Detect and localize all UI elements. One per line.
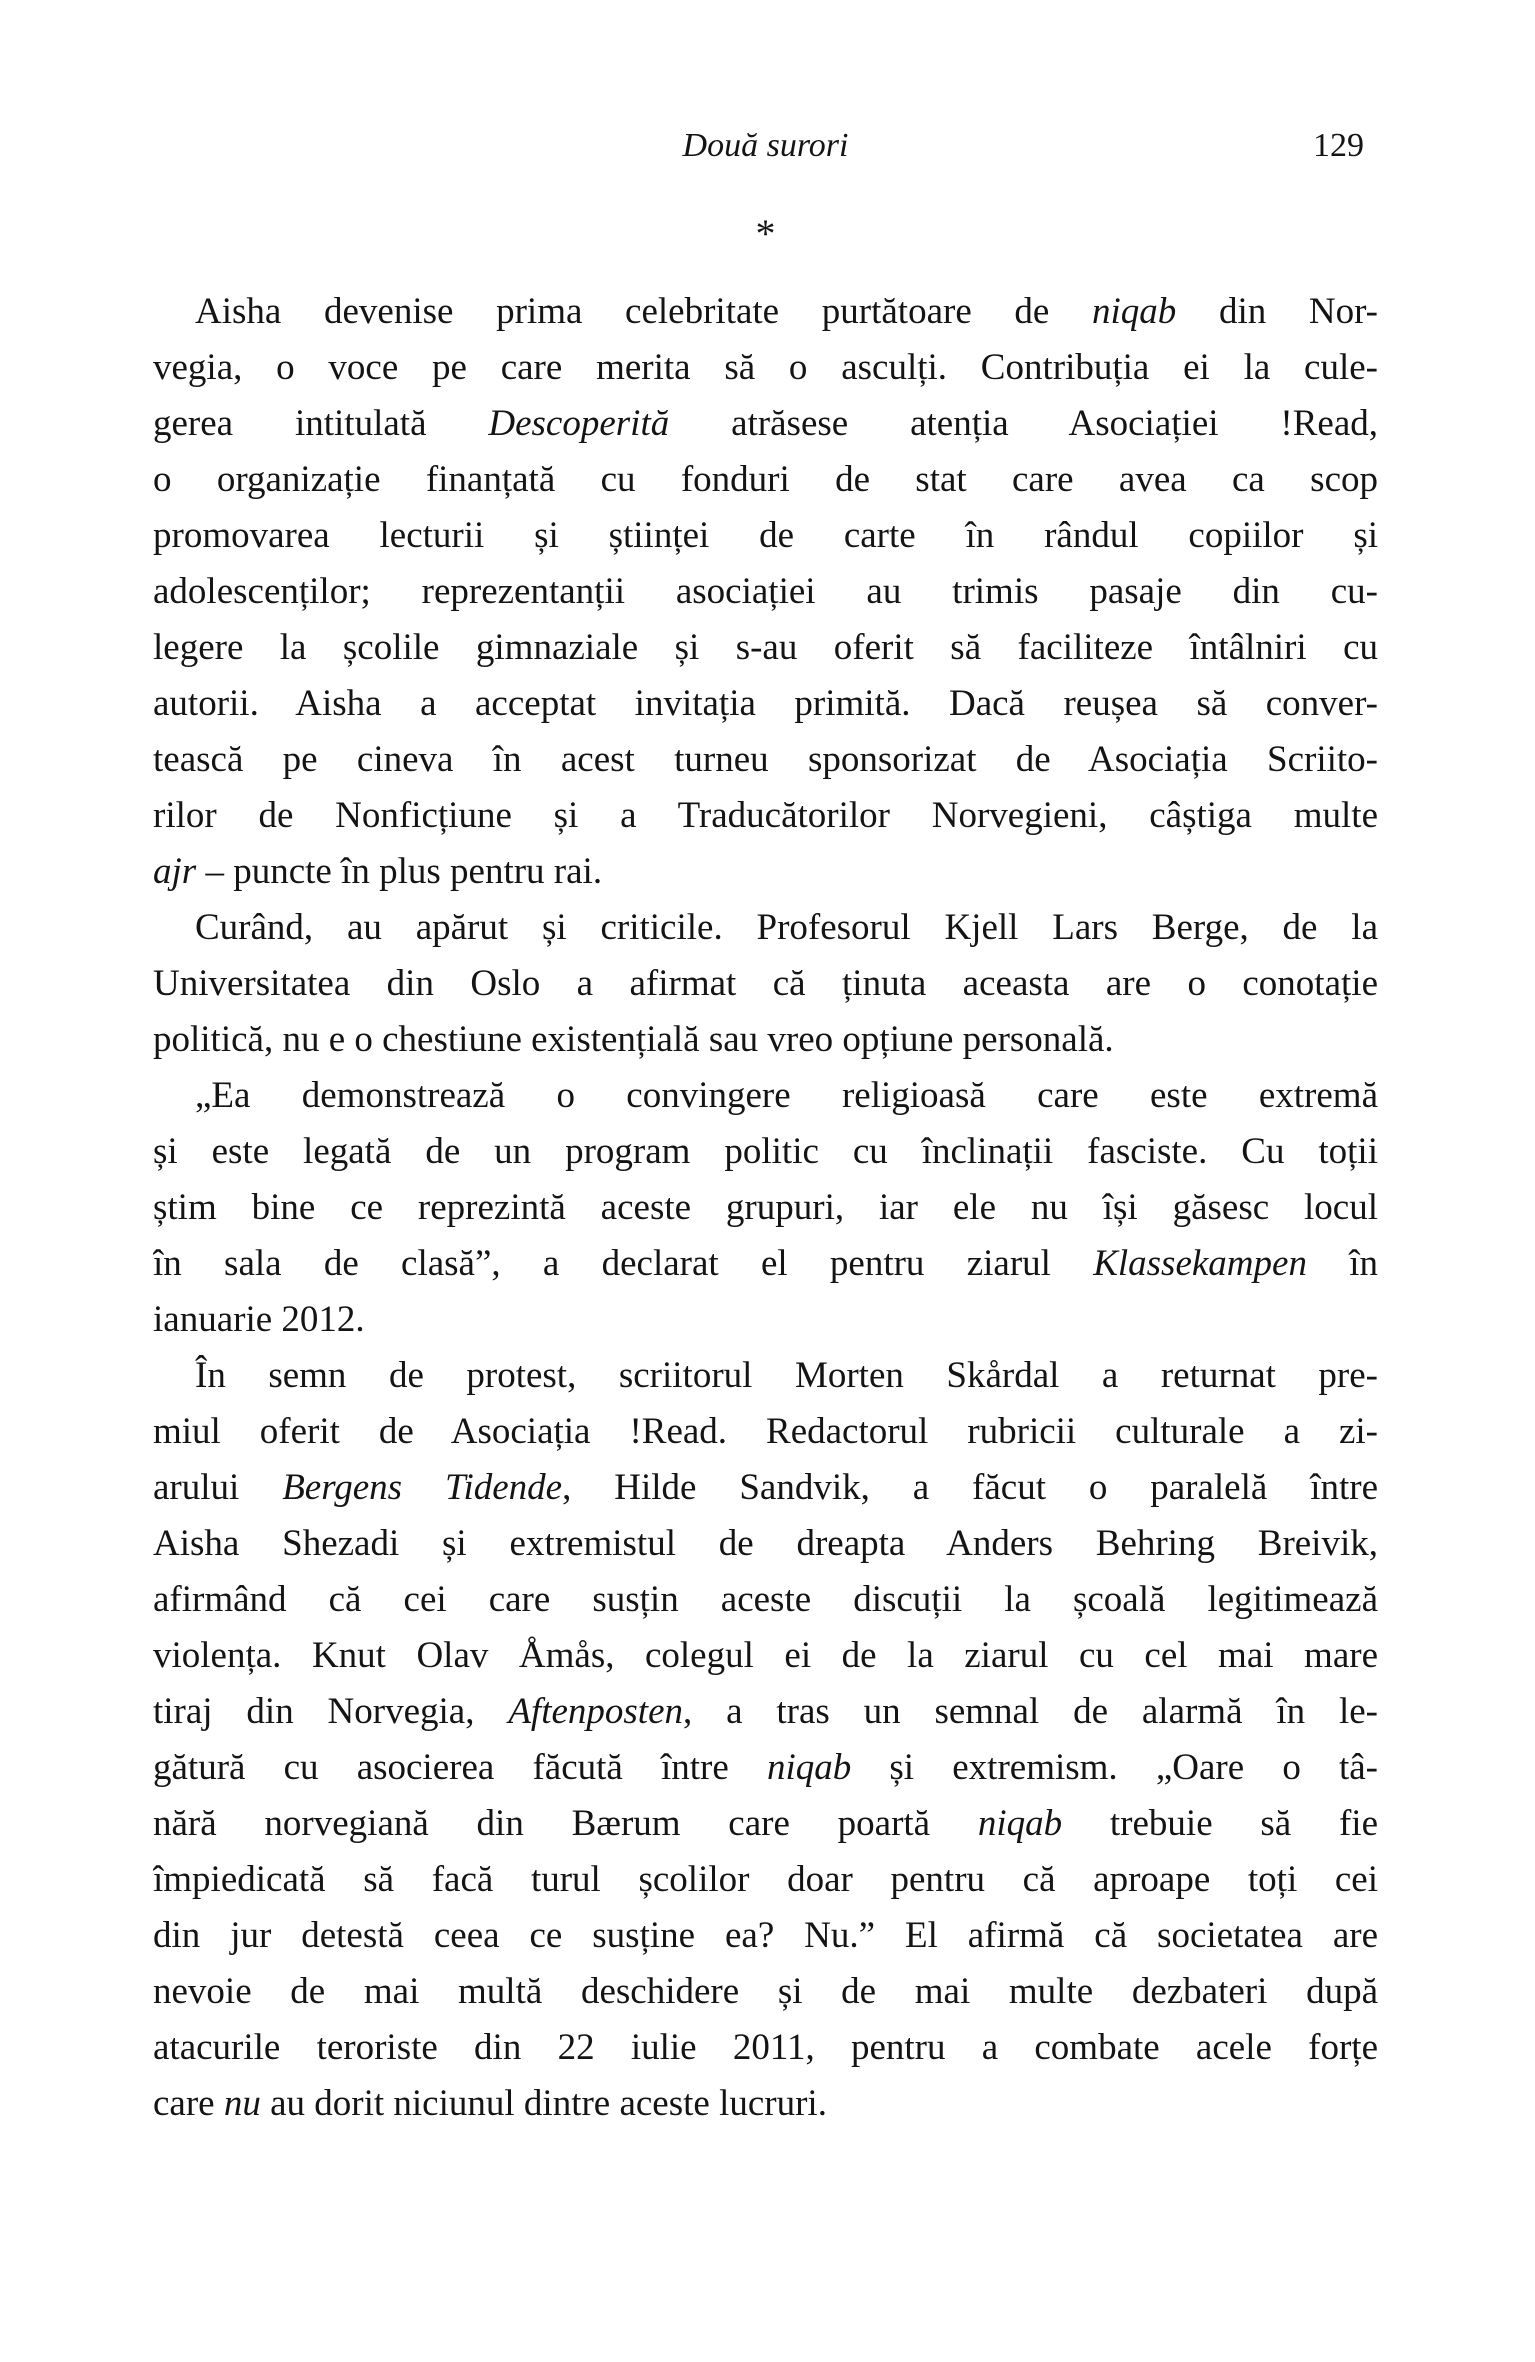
page-number: 129 xyxy=(1313,127,1364,164)
text-line xyxy=(153,1572,1378,1628)
plain-text: vegia, o voce pe care merita să o asculți. Contribuția ei la cule- xyxy=(153,347,1378,388)
text-line xyxy=(153,1068,1378,1124)
paragraph xyxy=(153,1068,1378,1348)
italic-text: Bergens Tidende xyxy=(282,1467,563,1508)
plain-text: Aisha devenise prima celebritate purtătoare de xyxy=(195,291,1092,332)
section-break-asterisk: * xyxy=(755,211,776,256)
body-text xyxy=(153,284,1378,2132)
paragraph xyxy=(153,1348,1378,2132)
plain-text: adolescenților; reprezentanții asociației au trimis pasaje din cu- xyxy=(153,571,1378,612)
plain-text: o organizație finanțată cu fonduri de stat care avea ca scop xyxy=(153,459,1378,500)
paragraph xyxy=(153,284,1378,900)
plain-text: atrăsese atenția Asociației !Read, xyxy=(669,403,1378,444)
plain-text: trebuie să fie xyxy=(1062,1803,1378,1844)
italic-text: ajr xyxy=(153,851,197,892)
plain-text: violența. Knut Olav Åmås, colegul ei de la ziarul cu cel mai mare xyxy=(153,1635,1378,1676)
italic-text: Klassekampen xyxy=(1093,1243,1307,1284)
text-line xyxy=(153,1124,1378,1180)
text-line xyxy=(153,452,1378,508)
text-line xyxy=(153,956,1378,1012)
text-line xyxy=(153,900,1378,956)
plain-text: din Nor- xyxy=(1176,291,1378,332)
text-line xyxy=(153,508,1378,564)
text-line xyxy=(153,1516,1378,1572)
text-line xyxy=(153,844,1378,900)
text-line xyxy=(153,340,1378,396)
plain-text: – puncte în plus pentru rai. xyxy=(196,851,603,892)
plain-text: și este legată de un program politic cu înclinații fasciste. Cu toții xyxy=(153,1131,1378,1172)
plain-text: care xyxy=(153,2083,224,2124)
running-title: Două surori xyxy=(682,127,849,164)
plain-text: promovarea lecturii și științei de carte în rândul copiilor și xyxy=(153,515,1378,556)
plain-text: arului xyxy=(153,1467,283,1508)
italic-text: nu xyxy=(223,2083,261,2124)
plain-text: știm bine ce reprezintă aceste grupuri, iar ele nu își găsesc locul xyxy=(153,1187,1378,1228)
text-line xyxy=(153,2020,1378,2076)
text-line xyxy=(153,788,1378,844)
plain-text: tiraj din Norvegia, xyxy=(153,1691,509,1732)
plain-text: tească pe cineva în acest turneu sponsorizat de Asociația Scriito- xyxy=(153,739,1378,780)
plain-text: afirmând că cei care susțin aceste discuții la școală legitimează xyxy=(153,1579,1378,1620)
plain-text: în sala de clasă”, a declarat el pentru ziarul xyxy=(153,1243,1094,1284)
text-line xyxy=(153,1012,1378,1068)
plain-text: , a tras un semnal de alarmă în le- xyxy=(683,1691,1378,1732)
text-line xyxy=(153,732,1378,788)
paragraph xyxy=(153,900,1378,1068)
text-line xyxy=(153,676,1378,732)
plain-text: atacurile teroriste din 22 iulie 2011, pentru a combate acele forțe xyxy=(153,2027,1378,2068)
text-line xyxy=(153,620,1378,676)
running-head xyxy=(153,124,1378,170)
text-line xyxy=(153,1908,1378,1964)
plain-text: ianuarie 2012. xyxy=(153,1299,365,1340)
text-line xyxy=(153,564,1378,620)
plain-text: legere la școlile gimnaziale și s-au oferit să faciliteze întâlniri cu xyxy=(153,627,1378,668)
italic-text: Aftenposten xyxy=(508,1691,683,1732)
text-line xyxy=(153,1684,1378,1740)
plain-text: Aisha Shezadi și extremistul de dreapta Anders Behring Breivik, xyxy=(153,1523,1378,1564)
text-line xyxy=(153,1236,1378,1292)
text-line xyxy=(153,396,1378,452)
italic-text: Descoperită xyxy=(488,403,670,444)
italic-text: niqab xyxy=(977,1803,1063,1844)
text-line xyxy=(153,1348,1378,1404)
plain-text: au dorit niciunul dintre aceste lucruri. xyxy=(260,2083,827,2124)
plain-text: autorii. Aisha a acceptat invitația primită. Dacă reușea să conver- xyxy=(153,683,1378,724)
text-line xyxy=(153,1460,1378,1516)
plain-text: și extremism. „Oare o tâ- xyxy=(851,1747,1378,1788)
text-line xyxy=(153,1628,1378,1684)
plain-text: Curând, au apărut și criticile. Profesorul Kjell Lars Berge, de la xyxy=(195,907,1378,948)
text-line xyxy=(153,1740,1378,1796)
text-line xyxy=(153,1964,1378,2020)
plain-text: nără norvegiană din Bærum care poartă xyxy=(153,1803,978,1844)
text-line xyxy=(153,2076,1378,2132)
text-line xyxy=(153,1180,1378,1236)
plain-text: rilor de Nonficțiune și a Traducătorilor Norvegieni, câștiga multe xyxy=(153,795,1378,836)
text-line xyxy=(153,284,1378,340)
italic-text: niqab xyxy=(1092,291,1177,332)
plain-text: Universitatea din Oslo a afirmat că ținuta aceasta are o conotație xyxy=(153,963,1378,1004)
plain-text: din jur detestă ceea ce susține ea? Nu.” El afirmă că societatea are xyxy=(153,1915,1378,1956)
plain-text: „Ea demonstrează o convingere religioasă care este extremă xyxy=(195,1075,1378,1116)
text-line xyxy=(153,1852,1378,1908)
text-line xyxy=(153,1292,1378,1348)
plain-text: miul oferit de Asociația !Read. Redactorul rubricii culturale a zi- xyxy=(153,1411,1378,1452)
plain-text: , Hilde Sandvik, a făcut o paralelă între xyxy=(562,1467,1378,1508)
plain-text: împiedicată să facă turul școlilor doar pentru că aproape toți cei xyxy=(153,1859,1378,1900)
plain-text: nevoie de mai multă deschidere și de mai multe dezbateri după xyxy=(153,1971,1378,2012)
plain-text: gătură cu asocierea făcută între xyxy=(153,1747,767,1788)
text-line xyxy=(153,1404,1378,1460)
plain-text: În semn de protest, scriitorul Morten Skårdal a returnat pre- xyxy=(195,1355,1378,1396)
italic-text: niqab xyxy=(766,1747,852,1788)
plain-text: în xyxy=(1306,1243,1378,1284)
plain-text: gerea intitulată xyxy=(153,403,489,444)
text-line xyxy=(153,1796,1378,1852)
plain-text: politică, nu e o chestiune existențială sau vreo opțiune personală. xyxy=(153,1019,1114,1060)
